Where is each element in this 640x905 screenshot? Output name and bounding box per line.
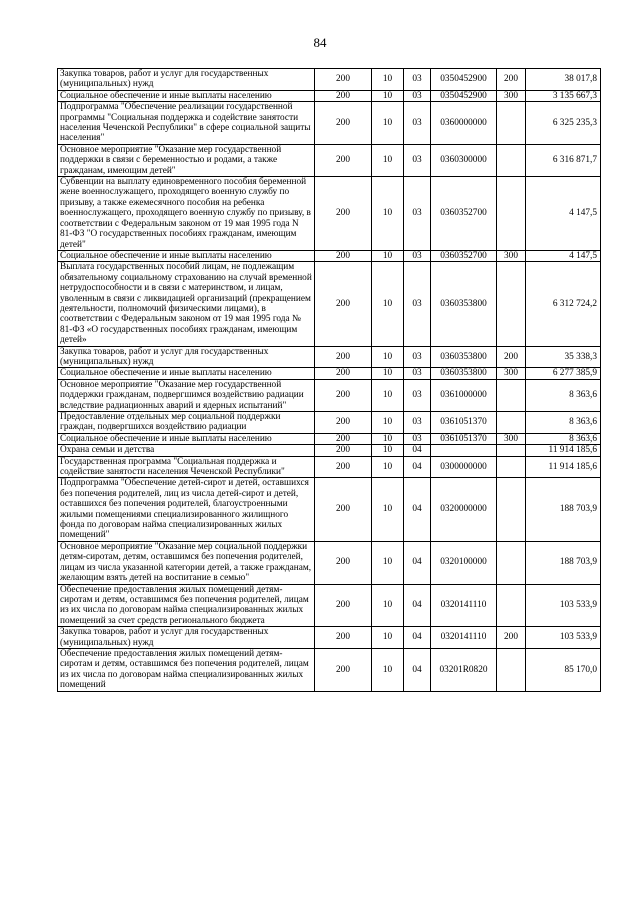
row-sum-cell: 35 338,3: [526, 346, 601, 368]
row-pr-cell: 03: [404, 250, 431, 261]
row-sum-cell: 188 703,9: [526, 541, 601, 584]
row-sum-cell: 6 277 385,9: [526, 368, 601, 379]
row-sum-cell: 11 914 185,6: [526, 445, 601, 456]
row-rz-cell: 10: [372, 445, 404, 456]
row-pr-cell: 04: [404, 456, 431, 478]
row-csr-cell: 0350452900: [431, 90, 497, 101]
row-pr-cell: 04: [404, 627, 431, 649]
row-sum-cell: 4 147,5: [526, 177, 601, 251]
row-rz-cell: 10: [372, 584, 404, 627]
table-row: [58, 379, 601, 411]
row-rz-cell: 10: [372, 90, 404, 101]
row-sum-cell: 8 363,6: [526, 412, 601, 434]
row-csr-cell: 0360352700: [431, 177, 497, 251]
row-name-cell: Предоставление отдельных мер социальной поддержки граждан, подвергшихся воздействию радиации: [58, 412, 315, 434]
row-sum-cell: 103 533,9: [526, 627, 601, 649]
row-rz-cell: 10: [372, 648, 404, 691]
row-pr-cell: 03: [404, 90, 431, 101]
table-row: [58, 584, 601, 627]
row-sum-cell: 11 914 185,6: [526, 456, 601, 478]
row-name-cell: Социальное обеспечение и иные выплаты населению: [58, 368, 315, 379]
row-name-cell: Основное мероприятие "Оказание мер государственной поддержки гражданам, подвергшимся воздействию радиации вследствие радиационных аварий и ядерных испытаний": [58, 379, 315, 411]
row-csr-cell: 0300000000: [431, 456, 497, 478]
row-vr-cell: [497, 412, 526, 434]
row-rz-cell: 10: [372, 102, 404, 145]
row-pr-cell: 03: [404, 368, 431, 379]
table-row: [58, 478, 601, 541]
row-rz-cell: 10: [372, 433, 404, 444]
table-row: [58, 102, 601, 145]
row-name-cell: Основное мероприятие "Оказание мер социальной поддержки детям-сиротам, детям, оставшимся без попечения родителей, лицам из числа указанной категории детей, а также гражданам, желающим взять детей на воспитание в семью": [58, 541, 315, 584]
row-glav-cell: 200: [315, 69, 372, 91]
row-sum-cell: 6 316 871,7: [526, 144, 601, 176]
row-name-cell: Закупка товаров, работ и услуг для государственных (муниципальных) нужд: [58, 346, 315, 368]
row-csr-cell: 0360353800: [431, 262, 497, 346]
table-row: [58, 90, 601, 101]
row-vr-cell: [497, 102, 526, 145]
row-name-cell: Государственная программа "Социальная поддержка и содействие занятости населения Чеченской Республики": [58, 456, 315, 478]
row-pr-cell: 04: [404, 541, 431, 584]
row-vr-cell: [497, 456, 526, 478]
row-csr-cell: 0360300000: [431, 144, 497, 176]
row-vr-cell: 200: [497, 346, 526, 368]
row-rz-cell: 10: [372, 456, 404, 478]
row-csr-cell: 0360353800: [431, 346, 497, 368]
row-sum-cell: 6 325 235,3: [526, 102, 601, 145]
row-rz-cell: 10: [372, 69, 404, 91]
page-number: 84: [313, 35, 327, 50]
row-csr-cell: 0361000000: [431, 379, 497, 411]
row-sum-cell: 188 703,9: [526, 478, 601, 541]
row-csr-cell: 0361051370: [431, 412, 497, 434]
table-row: [58, 69, 601, 91]
row-glav-cell: 200: [315, 478, 372, 541]
row-sum-cell: 6 312 724,2: [526, 262, 601, 346]
row-glav-cell: 200: [315, 262, 372, 346]
table-row: [58, 144, 601, 176]
row-name-cell: Закупка товаров, работ и услуг для государственных (муниципальных) нужд: [58, 627, 315, 649]
row-glav-cell: 200: [315, 144, 372, 176]
row-csr-cell: [431, 445, 497, 456]
row-name-cell: Социальное обеспечение и иные выплаты населению: [58, 90, 315, 101]
row-vr-cell: 300: [497, 90, 526, 101]
row-name-cell: Основное мероприятие "Оказание мер государственной поддержки в связи с беременностью и родами, а также гражданам, имеющим детей": [58, 144, 315, 176]
table-row: [58, 456, 601, 478]
row-vr-cell: 200: [497, 627, 526, 649]
row-vr-cell: [497, 584, 526, 627]
row-rz-cell: 10: [372, 379, 404, 411]
row-vr-cell: 200: [497, 69, 526, 91]
row-name-cell: Закупка товаров, работ и услуг для государственных (муниципальных) нужд: [58, 69, 315, 91]
row-glav-cell: 200: [315, 250, 372, 261]
row-sum-cell: 103 533,9: [526, 584, 601, 627]
row-pr-cell: 03: [404, 346, 431, 368]
row-pr-cell: 04: [404, 648, 431, 691]
row-csr-cell: 0320141110: [431, 584, 497, 627]
row-name-cell: Социальное обеспечение и иные выплаты населению: [58, 433, 315, 444]
row-sum-cell: 38 017,8: [526, 69, 601, 91]
row-csr-cell: 0360000000: [431, 102, 497, 145]
row-glav-cell: 200: [315, 433, 372, 444]
row-sum-cell: 3 135 667,3: [526, 90, 601, 101]
row-glav-cell: 200: [315, 456, 372, 478]
row-rz-cell: 10: [372, 478, 404, 541]
table-row: [58, 412, 601, 434]
row-pr-cell: 03: [404, 102, 431, 145]
row-glav-cell: 200: [315, 379, 372, 411]
row-glav-cell: 200: [315, 177, 372, 251]
row-vr-cell: [497, 144, 526, 176]
row-pr-cell: 03: [404, 262, 431, 346]
row-vr-cell: 300: [497, 368, 526, 379]
row-vr-cell: [497, 541, 526, 584]
row-pr-cell: 03: [404, 379, 431, 411]
row-sum-cell: 8 363,6: [526, 433, 601, 444]
row-csr-cell: 0350452900: [431, 69, 497, 91]
row-pr-cell: 03: [404, 144, 431, 176]
row-name-cell: Обеспечение предоставления жилых помещений детям-сиротам и детям, оставшимся без попечения родителей, лицам из их числа по договорам найма специализированных жилых помещений за счет средств регионального бюджета: [58, 584, 315, 627]
row-glav-cell: 200: [315, 102, 372, 145]
row-name-cell: Выплата государственных пособий лицам, не подлежащим обязательному социальному страхованию на случай временной нетрудоспособности и в связи с материнством, и лицам, уволенным в связи с ликвидацией организаций (прекращением деятельности, полномочий физическими лицами), в соответствии с Федеральным законом от 19 мая 1995 года № 81-ФЗ «О государственных пособиях гражданам, имеющим детей»: [58, 262, 315, 346]
row-pr-cell: 03: [404, 69, 431, 91]
row-glav-cell: 200: [315, 584, 372, 627]
budget-table: [57, 68, 601, 692]
row-pr-cell: 03: [404, 412, 431, 434]
row-glav-cell: 200: [315, 445, 372, 456]
row-rz-cell: 10: [372, 368, 404, 379]
row-glav-cell: 200: [315, 541, 372, 584]
row-name-cell: Охрана семьи и детства: [58, 445, 315, 456]
row-glav-cell: 200: [315, 368, 372, 379]
row-vr-cell: [497, 379, 526, 411]
row-csr-cell: 0320141110: [431, 627, 497, 649]
row-glav-cell: 200: [315, 346, 372, 368]
row-rz-cell: 10: [372, 250, 404, 261]
row-name-cell: Обеспечение предоставления жилых помещений детям-сиротам и детям, оставшимся без попечения родителей, лицам из их числа по договорам найма специализированных жилых помещений: [58, 648, 315, 691]
row-pr-cell: 03: [404, 177, 431, 251]
row-vr-cell: [497, 177, 526, 251]
row-csr-cell: 0320100000: [431, 541, 497, 584]
row-glav-cell: 200: [315, 412, 372, 434]
row-name-cell: Подпрограмма "Обеспечение детей-сирот и детей, оставшихся без попечения родителей, лиц из числа детей-сирот и детей, оставшихся без попечения родителей, благоустроенными жилыми помещениями специализированного жилищного фонда по договорам найма специализированных жилых помещений": [58, 478, 315, 541]
row-rz-cell: 10: [372, 412, 404, 434]
row-glav-cell: 200: [315, 648, 372, 691]
row-csr-cell: 0361051370: [431, 433, 497, 444]
table-row: [58, 250, 601, 261]
row-pr-cell: 04: [404, 584, 431, 627]
row-rz-cell: 10: [372, 627, 404, 649]
row-glav-cell: 200: [315, 90, 372, 101]
row-vr-cell: 300: [497, 433, 526, 444]
table-row: [58, 541, 601, 584]
table-row: [58, 368, 601, 379]
table-row: [58, 627, 601, 649]
row-rz-cell: 10: [372, 262, 404, 346]
row-glav-cell: 200: [315, 627, 372, 649]
row-rz-cell: 10: [372, 177, 404, 251]
row-name-cell: Подпрограмма "Обеспечение реализации государственной программы "Социальная поддержка и содействие занятости населения Чеченской Республики" в сфере социальной защиты населения": [58, 102, 315, 145]
row-pr-cell: 04: [404, 445, 431, 456]
table-row: [58, 648, 601, 691]
row-pr-cell: 03: [404, 433, 431, 444]
row-name-cell: Субвенции на выплату единовременного пособия беременной жене военнослужащего, проходящего военную службу по призыву, а также ежемесячного пособия на ребенка военнослужащего, проходящего военную службу по призыву, в соответствии с Федеральным законом от 19 мая 1995 года N 81-ФЗ "О государственных пособиях гражданам, имеющим детей": [58, 177, 315, 251]
row-rz-cell: 10: [372, 346, 404, 368]
row-sum-cell: 8 363,6: [526, 379, 601, 411]
row-vr-cell: 300: [497, 250, 526, 261]
table-row: [58, 262, 601, 346]
row-rz-cell: 10: [372, 144, 404, 176]
table-row: [58, 433, 601, 444]
row-sum-cell: 85 170,0: [526, 648, 601, 691]
row-rz-cell: 10: [372, 541, 404, 584]
row-vr-cell: [497, 262, 526, 346]
row-vr-cell: [497, 478, 526, 541]
row-csr-cell: 0360353800: [431, 368, 497, 379]
row-vr-cell: [497, 445, 526, 456]
row-csr-cell: 0320000000: [431, 478, 497, 541]
row-pr-cell: 04: [404, 478, 431, 541]
row-csr-cell: 03201R0820: [431, 648, 497, 691]
row-sum-cell: 4 147,5: [526, 250, 601, 261]
row-vr-cell: [497, 648, 526, 691]
row-name-cell: Социальное обеспечение и иные выплаты населению: [58, 250, 315, 261]
row-csr-cell: 0360352700: [431, 250, 497, 261]
table-row: [58, 445, 601, 456]
table-row: [58, 177, 601, 251]
table-row: [58, 346, 601, 368]
